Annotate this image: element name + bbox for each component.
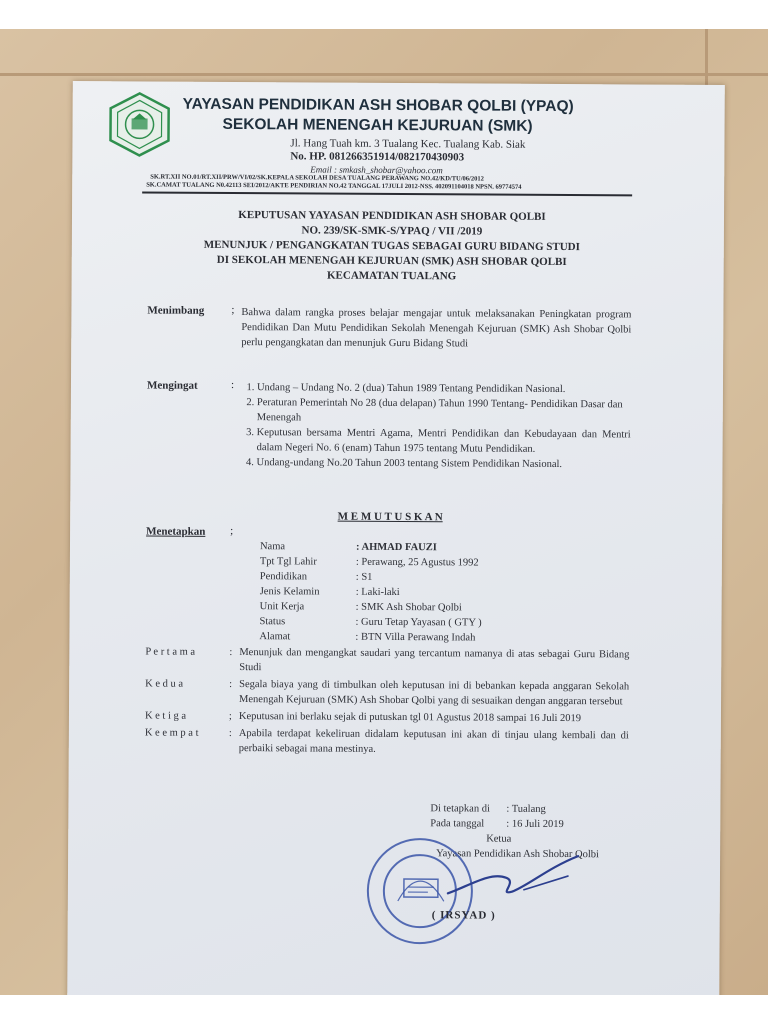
title-line-5: KECAMATAN TUALANG — [326, 269, 457, 283]
menetapkan-label: Menetapkan — [146, 525, 206, 538]
date-row — [430, 816, 630, 832]
mengingat-item: 4. Undang-undang No.20 Tahun 2003 tentang Sistem Pendidikan Nasional. — [256, 455, 630, 472]
clause-text: Menunjuk dan mengangkat saudari yang tercantum namanya di atas sebagai Guru Bidang Studi — [239, 647, 630, 674]
place-value: : Tualang — [506, 803, 546, 815]
clause-kedua — [145, 676, 629, 709]
title-line-2: NO. 239/SK-SMK-S/YPAQ / VII /2019 — [301, 224, 483, 238]
clauses — [145, 644, 630, 758]
title-line-1: KEPUTUSAN YAYASAN PENDIDIKAN ASH SHOBAR QOLBI — [238, 209, 546, 223]
place-row — [430, 801, 630, 817]
mengingat-label: Mengingat — [146, 379, 198, 392]
school-email: Email : smkash_shobar@yahoo.com — [310, 164, 443, 176]
menimbang-separator: ; — [231, 303, 235, 317]
school-address: Jl. Hang Tuah km. 3 Tualang Kec. Tualang Kab. Siak — [290, 137, 526, 151]
registration-line-1: SK.RT.XII NO.01/RT.XII/PRW/VI/02/SK.KEPALA SEKOLAH DESA TUALANG PERAWANG NO.42/KD/TU/06/2012 — [150, 173, 484, 183]
detail-value: : Guru Tetap Yayasan ( GTY ) — [355, 616, 482, 629]
mengingat-item: 2. Peraturan Pemerintah No 28 (dua delapan) Tahun 1990 Tentang- Pendidikan Dasar dan Menengah — [257, 395, 631, 427]
clause-separator: : — [229, 646, 233, 659]
school-phone: No. HP. 081266351914/082170430903 — [290, 150, 465, 164]
detail-value: : BTN Villa Perawang Indah — [355, 631, 476, 644]
clause-label: K e e m p a t — [144, 727, 199, 739]
decree-title — [112, 207, 672, 285]
detail-value: : S1 — [355, 571, 373, 583]
date-value: : 16 Juli 2019 — [506, 818, 564, 831]
clause-pertama — [145, 644, 629, 677]
mengingat-item: 3. Keputusan bersama Mentri Agama, Mentri Pendidikan dan Kebudayaan dan Mentri dalam Negeri No. 6 (enam) Tahun 1975 tentang Mutu Pendidikan. — [257, 425, 631, 457]
mengingat-separator: : — [230, 378, 235, 392]
clause-separator: : — [229, 678, 233, 691]
menetapkan-separator: ; — [230, 524, 234, 538]
detail-key: Tpt Tgl Lahir — [259, 556, 317, 568]
detail-value: : Laki-laki — [355, 586, 400, 599]
letterhead-divider — [142, 191, 632, 196]
clause-keempat — [145, 725, 629, 758]
clause-text: Keputusan ini berlaku sejak di putuskan tgl 01 Agustus 2018 sampai 16 Juli 2019 — [238, 711, 582, 725]
detail-value: : SMK Ash Shobar Qolbi — [355, 601, 462, 614]
registration-line-2: SK.CAMAT TUALANG N0.42113 SEI/2012/AKTE PENDIRIAN NO.42 TANGGAL 17JULI 2012-NSS. 402091104018 NPSN. 69774574 — [146, 181, 522, 191]
detail-key: Unit Kerja — [259, 601, 305, 613]
school-crest-icon — [106, 91, 172, 157]
clause-separator: ; — [228, 710, 232, 723]
detail-key: Pendidikan — [259, 571, 308, 583]
clause-label: P e r t a m a — [145, 646, 196, 658]
detail-row — [259, 629, 599, 646]
photo-background — [0, 29, 768, 995]
clause-text: Segala biaya yang di timbulkan oleh keputusan ini di bebankan kepada anggaran Sekolah Menengah Kejuruan (SMK) Ash Shobar Qolbi yang di sesuaikan dengan anggaran tersebut — [239, 679, 630, 708]
menimbang-label: Menimbang — [147, 304, 205, 317]
clause-label: K e d u a — [145, 678, 184, 690]
mengingat-item: 1. Undang – Undang No. 2 (dua) Tahun 1989 Tentang Pendidikan Nasional. — [257, 380, 631, 397]
place-label: Di tetapkan di — [430, 803, 490, 815]
school-name: SEKOLAH MENENGAH KEJURUAN (SMK) — [222, 115, 533, 135]
detail-key: Jenis Kelamin — [259, 586, 320, 598]
signer-name: ( IRSYAD ) — [431, 909, 496, 922]
mengingat-list — [238, 380, 631, 472]
title-line-4: DI SEKOLAH MENENGAH KEJURUAN (SMK) ASH SHOBAR QOLBI — [216, 253, 567, 269]
signer-role: Ketua — [486, 833, 512, 845]
detail-key: Alamat — [259, 631, 291, 643]
foundation-name: YAYASAN PENDIDIKAN ASH SHOBAR QOLBI (YPAQ) — [182, 95, 574, 116]
clause-text: Apabila terdapat kekeliruan didalam keputusan ini akan di tinjau ulang kembali dan di perbaiki sebagai mana mestinya. — [238, 728, 629, 755]
detail-key: Nama — [259, 541, 286, 553]
detail-key: Status — [259, 616, 286, 628]
title-line-3: MENUNJUK / PENGANGKATAN TUGAS SEBAGAI GURU BIDANG STUDI — [203, 238, 580, 254]
detail-value: : Perawang, 25 Agustus 1992 — [355, 556, 479, 569]
clause-separator: : — [228, 727, 232, 740]
appointee-details — [259, 539, 600, 646]
clause-ketiga — [145, 708, 629, 726]
menimbang-text: Bahwa dalam rangka proses belajar mengajar untuk melaksanakan Peningkatan program Pendidikan Dan Mutu Pendidikan Sekolah Menengah Kejuruan (SMK) Ash Shobar Qolbi perlu pengangkatan dan menunjuk Guru Bidang Studi — [241, 307, 632, 350]
date-label: Pada tanggal — [430, 818, 485, 830]
memutuskan-heading: M E M U T U S K A N — [337, 510, 443, 524]
document-page — [67, 81, 725, 995]
clause-label: K e t i g a — [144, 710, 187, 722]
signer-organization: Yayasan Pendidikan Ash Shobar Qolbi — [436, 848, 600, 861]
detail-value: : AHMAD FAUZI — [355, 541, 437, 554]
